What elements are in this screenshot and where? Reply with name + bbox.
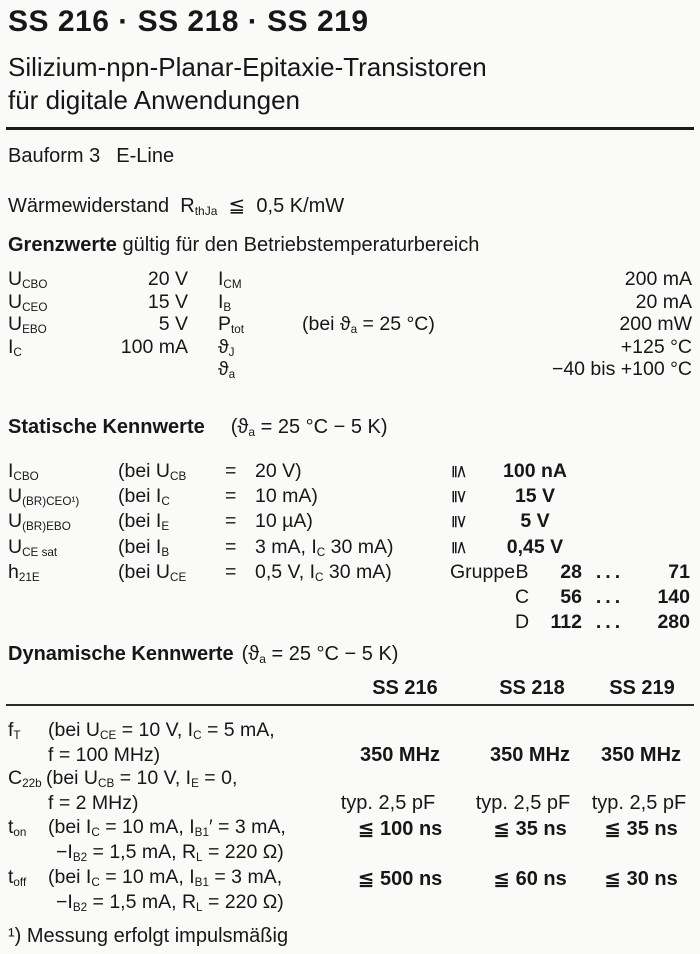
value-cell: ≦ 60 ns	[493, 868, 567, 890]
footnote: ¹) Messung erfolgt impulsmäßig	[8, 925, 289, 947]
bauform-value: E-Line	[116, 145, 175, 167]
value-cell: 100 nA	[503, 460, 567, 482]
value-cell: ≦ 30 ns	[604, 868, 678, 890]
value-cell: 100 mA	[120, 335, 188, 358]
table-row	[8, 291, 692, 314]
symbol-cell: $f_T$	[8, 719, 21, 742]
symbol-cell: $U_{(BR)EBO}$	[8, 510, 71, 534]
dynamische-heading-bold: Dynamische Kennwerte	[8, 643, 234, 665]
condition-cell: (bei $ϑ_a = 25$ °C)	[302, 313, 435, 336]
symbol-cell: $U_{CBO}$	[8, 268, 48, 291]
subtitle-line1: Silizium-npn-Planar-Epitaxie-Transistoren	[8, 52, 487, 82]
subtitle-line2: für digitale Anwendungen	[8, 85, 301, 115]
symbol-cell: $t_{off}$	[8, 866, 27, 889]
condition-cell: (bei $I_E$	[118, 510, 170, 534]
range-from: 28	[560, 560, 582, 583]
value-cell: 5 V	[158, 313, 188, 336]
gruppe-range	[536, 561, 690, 584]
bauform-line	[8, 145, 174, 168]
symbol-cell: $C_{22b}$	[8, 767, 42, 790]
thermal-resistance-line: Wärmewiderstand $R_{thJa}$ ≦ 0,5 K/mW	[8, 195, 345, 218]
condition-value: 0,5 V, $I_C$ 30 mA)	[255, 560, 392, 584]
symbol-cell: $I_{CBO}$	[8, 460, 39, 483]
table-row	[8, 313, 692, 336]
value-cell: ≦ 500 ns	[357, 868, 443, 890]
value-cell: ≦ 35 ns	[493, 818, 567, 840]
range-dots: ...	[595, 611, 625, 634]
equals-sign: =	[225, 535, 237, 558]
gruppe-letter: D	[514, 611, 530, 634]
symbol-cell	[8, 358, 108, 381]
condition-value: 20 V)	[255, 460, 302, 482]
symbol-cell: $ϑ_a$	[218, 358, 236, 382]
condition-line: $-I_{B2} = 1,5$ mA, $R_L = 220$ Ω)	[56, 891, 284, 914]
range-dots: ...	[595, 585, 625, 608]
dynamische-heading	[8, 643, 398, 666]
range-to: 280	[657, 611, 690, 634]
relation-symbol: ≦	[450, 539, 471, 555]
range-dots: ...	[595, 560, 625, 583]
condition-line: (bei $I_C = 10$ mA, $I_{B1} = 3$ mA,	[48, 866, 283, 889]
symbol-cell: $P_{tot}$	[218, 313, 245, 336]
column-header-ss216: SS 216	[372, 677, 438, 699]
symbol-cell: $U_{CEO}$	[8, 290, 48, 314]
equals-sign: =	[225, 460, 237, 482]
symbol-cell: $ϑ_J$	[218, 335, 235, 359]
symbol-cell: $I_C$	[8, 335, 22, 359]
statische-heading	[8, 416, 388, 439]
symbol-cell: $U_{(BR)CEO^1)}$	[8, 485, 80, 508]
equals-sign: =	[225, 560, 237, 583]
condition-line: $-I_{B2} = 1,5$ mA, $R_L = 220$ Ω)	[56, 841, 284, 864]
value-cell: 15 V	[147, 290, 188, 313]
statische-table	[8, 460, 694, 636]
condition-cell: (bei $I_C$	[118, 485, 170, 508]
value-cell: typ. 2,5 pF	[475, 792, 571, 814]
equals-sign: =	[225, 510, 237, 533]
range-to: 71	[668, 560, 690, 583]
symbol-cell: $h_{21E}$	[8, 560, 40, 584]
value-cell	[108, 358, 188, 381]
symbol-cell: $t_{on}$	[8, 816, 27, 839]
table-row	[8, 460, 694, 485]
value-cell: 0,45 V	[506, 535, 564, 558]
dynamische-heading-condition: ($ϑ_a = 25$ °C − 5 K)	[241, 643, 399, 666]
grenzwerte-table	[8, 268, 692, 381]
symbol-cell: $I_B$	[218, 290, 232, 314]
statische-heading-bold: Statische Kennwerte	[8, 416, 205, 438]
value-cell: 350 MHz	[489, 744, 571, 766]
table-row	[8, 268, 692, 291]
condition-line: (bei $U_{CE} = 10$ V, $I_C = 5$ mA,	[48, 719, 275, 742]
limit-cell: 20 mA	[635, 290, 692, 313]
header-divider	[6, 127, 694, 130]
table-row	[8, 336, 692, 359]
symbol-cell: $U_{CE sat}$	[8, 535, 58, 559]
table-row	[8, 561, 694, 586]
table-row	[8, 536, 694, 561]
value-cell: 15 V	[514, 485, 556, 508]
condition-value: 3 mA, $I_C$ 30 mA)	[255, 535, 394, 559]
condition-line: f = 100 MHz)	[48, 744, 161, 766]
page-title: SS 216 · SS 218 · SS 219	[8, 5, 369, 38]
condition-value: 10 µA)	[255, 510, 313, 533]
condition-cell: (bei $U_{CE}$	[118, 560, 187, 584]
condition-value: 10 mA)	[255, 485, 318, 508]
condition-cell: (bei $I_B$	[118, 535, 170, 559]
column-header-ss219: SS 219	[609, 677, 675, 699]
limit-cell: 200 mA	[624, 268, 692, 290]
symbol-cell: $U_{EBO}$	[8, 313, 47, 336]
table-row	[8, 510, 694, 535]
grenzwerte-heading-rest: gültig für den Betriebstemperaturbereich	[116, 234, 480, 256]
relation-symbol: ≦	[450, 463, 471, 480]
statische-heading-condition: ($ϑ_a = 25$ °C − 5 K)	[230, 416, 388, 439]
condition-cell: (bei $U_{CB}$	[118, 460, 187, 483]
grenzwerte-heading-bold: Grenzwerte	[8, 234, 117, 256]
condition-line: (bei $I_C = 10$ mA, $I_{B1}' = 3$ mA,	[48, 816, 286, 839]
equals-sign: =	[225, 485, 237, 508]
range-from: 112	[550, 611, 582, 634]
value-cell: 5 V	[520, 510, 550, 533]
gruppe-letter: C	[514, 585, 530, 608]
value-cell: 20 V	[147, 268, 188, 290]
gruppe-label: Gruppe	[450, 560, 516, 583]
gruppe-letter: B	[515, 560, 529, 583]
value-cell: ≦ 100 ns	[357, 818, 443, 840]
symbol-cell: $I_{CM}$	[218, 268, 242, 291]
table-divider	[6, 704, 694, 706]
value-cell: typ. 2,5 pF	[591, 792, 687, 814]
limit-cell: 200 mW	[619, 313, 692, 336]
column-header-ss218: SS 218	[499, 677, 565, 699]
table-row	[8, 358, 692, 381]
range-to: 140	[657, 585, 690, 608]
relation-symbol: ≧	[450, 489, 471, 505]
limit-cell: −40 bis +100 °C	[551, 358, 692, 381]
value-cell: 350 MHz	[359, 744, 441, 766]
statische-gruppe-row	[8, 611, 694, 636]
grenzwerte-heading	[8, 234, 479, 257]
condition-line: f = 2 MHz)	[48, 792, 139, 814]
range-from: 56	[560, 585, 582, 608]
bauform-label: Bauform 3	[8, 145, 101, 167]
gruppe-range	[536, 611, 690, 634]
value-cell: 350 MHz	[600, 744, 682, 766]
condition-line: (bei $U_{CB} = 10$ V, $I_E = 0$,	[46, 767, 238, 790]
value-cell: ≦ 35 ns	[604, 818, 678, 840]
gruppe-range	[536, 586, 690, 609]
limit-cell: +125 °C	[620, 335, 692, 358]
table-row	[8, 485, 694, 510]
relation-symbol: ≧	[450, 514, 471, 530]
statische-gruppe-row	[8, 586, 694, 611]
value-cell: typ. 2,5 pF	[340, 792, 436, 814]
